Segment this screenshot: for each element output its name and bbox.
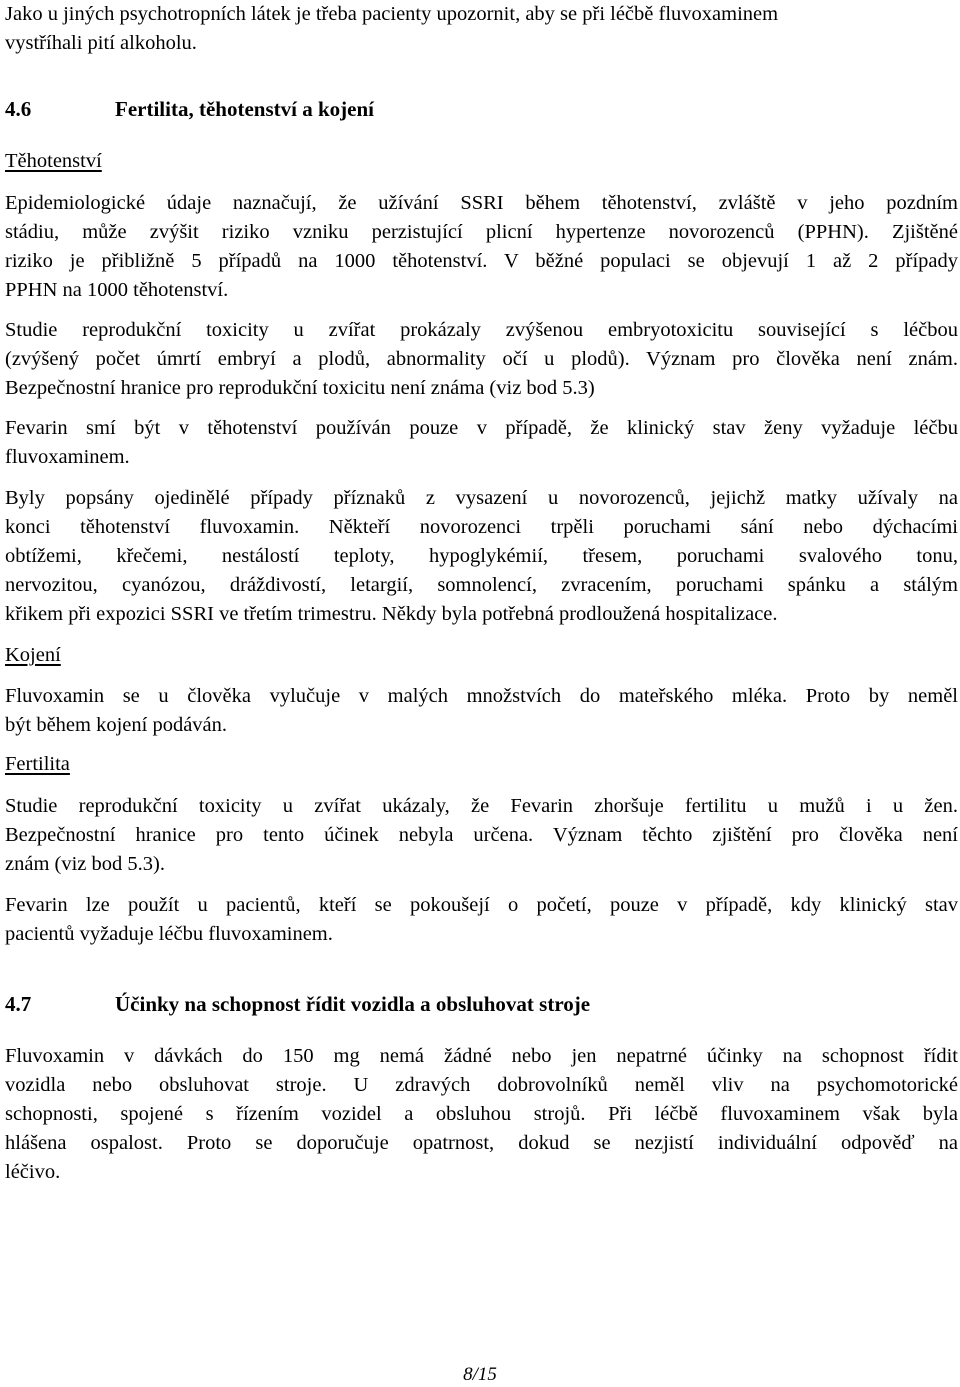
text-line: vozidla nebo obsluhovat stroje. U zdravých dobrovolníků neměl vliv na psychomotorické: [5, 1074, 958, 1096]
text-line: Epidemiologické údaje naznačují, že užívání SSRI během těhotenství, zvláště v jeho pozdním: [5, 192, 958, 214]
text-line: Byly popsány ojedinělé případy příznaků z vysazení u novorozenců, jejichž matky užívaly na: [5, 487, 958, 509]
fertility-heading: Fertilita: [5, 753, 70, 775]
text-line: Bezpečnostní hranice pro tento účinek nebyla určena. Význam těchto zjištění pro člověka není: [5, 824, 958, 846]
lactation-heading: Kojení: [5, 644, 61, 666]
text-line: obtížemi, křečemi, nestálostí teploty, hypoglykémií, třesem, poruchami svalového tonu,: [5, 545, 958, 567]
text-line: Fluvoxamin v dávkách do 150 mg nemá žádné nebo jen nepatrné účinky na schopnost řídit: [5, 1045, 958, 1067]
text-line: PPHN na 1000 těhotenství.: [5, 279, 229, 301]
lactation-paragraph: [5, 682, 958, 740]
section-4-6-heading: [5, 95, 374, 124]
section-title: Fertilita, těhotenství a kojení: [115, 97, 374, 121]
text-line: Studie reprodukční toxicity u zvířat ukázaly, že Fevarin zhoršuje fertilitu u mužů i u žen.: [5, 795, 958, 817]
text-line: křikem při expozici SSRI ve třetím trimestru. Někdy byla potřebná prodloužená hospitalizace.: [5, 603, 778, 625]
text-line: riziko je přibližně 5 případů na 1000 těhotenství. V běžné populaci se objevují 1 až 2 případy: [5, 250, 958, 272]
intro-paragraph: [5, 0, 958, 58]
text-line: léčivo.: [5, 1161, 61, 1183]
driving-paragraph: [5, 1042, 958, 1187]
pregnancy-paragraph-2: [5, 316, 958, 403]
pregnancy-heading: Těhotenství: [5, 150, 102, 172]
text-line: Fevarin smí být v těhotenství používán pouze v případě, že klinický stav ženy vyžaduje léčbu: [5, 417, 958, 439]
text-line: znám (viz bod 5.3).: [5, 853, 165, 875]
text-line: pacientů vyžaduje léčbu fluvoxaminem.: [5, 923, 333, 945]
text-line: nervozitou, cyanózou, dráždivostí, letargií, somnolencí, zvracením, poruchami spánku a stálým: [5, 574, 958, 596]
fertility-paragraph-1: [5, 792, 958, 879]
intro-line: Jako u jiných psychotropních látek je třeba pacienty upozornit, aby se při léčbě fluvoxaminem: [5, 3, 779, 25]
section-title: Účinky na schopnost řídit vozidla a obsluhovat stroje: [115, 992, 591, 1016]
intro-line: vystříhali pití alkoholu.: [5, 32, 197, 54]
text-line: (zvýšený počet úmrtí embryí a plodů, abnormality očí u plodů). Význam pro člověka není znám.: [5, 348, 958, 370]
text-line: schopnosti, spojené s řízením vozidel a obsluhou strojů. Při léčbě fluvoxaminem však byla: [5, 1103, 958, 1125]
pregnancy-paragraph-4: [5, 484, 958, 629]
section-number: 4.7: [5, 992, 32, 1016]
text-line: Bezpečnostní hranice pro reprodukční toxicitu není známa (viz bod 5.3): [5, 377, 595, 399]
page-number: 8/15: [463, 1364, 497, 1385]
text-line: Fluvoxamin se u člověka vylučuje v malých množstvích do mateřského mléka. Proto by neměl: [5, 685, 958, 707]
text-line: stádiu, může zvýšit riziko vzniku perzistující plicní hypertenze novorozenců (PPHN). Zjištěné: [5, 221, 958, 243]
pregnancy-paragraph-1: [5, 189, 958, 305]
text-line: fluvoxaminem.: [5, 446, 130, 468]
text-line: konci těhotenství fluvoxamin. Někteří novorozenci trpěli poruchami sání nebo dýchacími: [5, 516, 958, 538]
section-4-7-heading: [5, 990, 590, 1019]
text-line: hlášena ospalost. Proto se doporučuje opatrnost, dokud se nezjistí individuální odpověď na: [5, 1132, 958, 1154]
pregnancy-paragraph-3: [5, 414, 958, 472]
section-number: 4.6: [5, 97, 32, 121]
text-line: Studie reprodukční toxicity u zvířat prokázaly zvýšenou embryotoxicitu související s léčbou: [5, 319, 958, 341]
text-line: být během kojení podáván.: [5, 714, 228, 736]
text-line: Fevarin lze použít u pacientů, kteří se pokoušejí o početí, pouze v případě, kdy klinický stav: [5, 894, 958, 916]
fertility-paragraph-2: [5, 891, 958, 949]
